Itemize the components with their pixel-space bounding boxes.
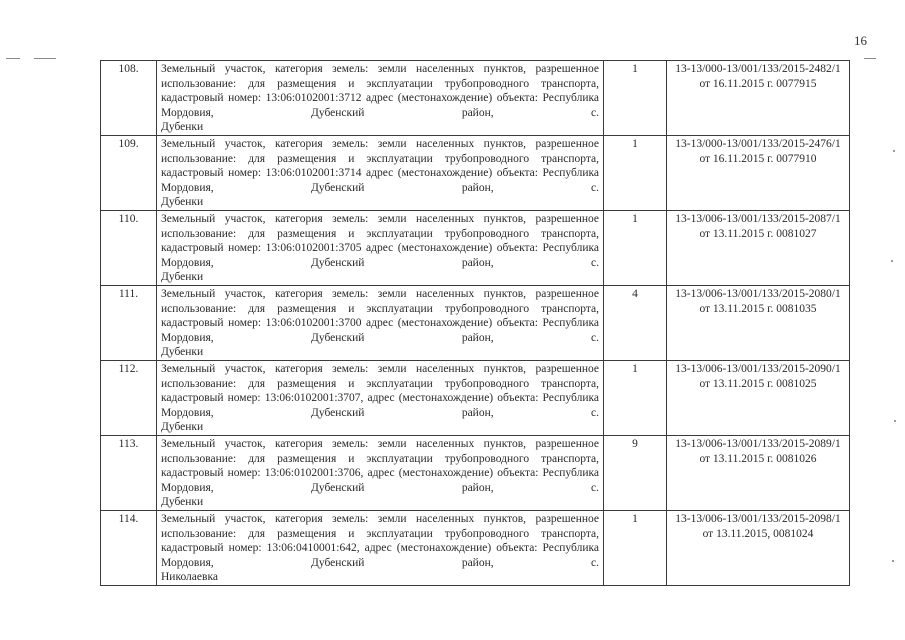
table-row bbox=[101, 61, 850, 136]
table-row bbox=[101, 360, 850, 435]
row-number: 112. bbox=[101, 360, 157, 435]
table-row bbox=[101, 285, 850, 360]
plot-locality: Николаевка bbox=[161, 571, 218, 584]
registration-record: 13-13/000-13/001/133/2015-2482/1 от 16.11.2015 г. 0077915 bbox=[667, 61, 850, 136]
plot-description-text: Земельный участок, категория земель: земли населенных пунктов, разрешенное использование: для размещения и эксплуатации трубопроводного транспорта, кадастровый номер: 13:06:0102001:3707, адрес (местонахождение) объекта: Республика Мордовия, Дубенский район, с. bbox=[161, 362, 599, 419]
scan-artifact bbox=[891, 260, 893, 262]
quantity-cell: 9 bbox=[604, 435, 667, 510]
row-number: 110. bbox=[101, 210, 157, 285]
plot-locality: Дубенки bbox=[161, 496, 204, 509]
table-row bbox=[101, 135, 850, 210]
table-row bbox=[101, 210, 850, 285]
plot-locality: Дубенки bbox=[161, 196, 204, 209]
scan-artifact bbox=[892, 560, 894, 562]
plot-description bbox=[157, 435, 604, 510]
scan-artifact bbox=[6, 58, 20, 59]
plot-locality: Дубенки bbox=[161, 271, 204, 284]
quantity-cell: 1 bbox=[604, 135, 667, 210]
quantity-cell: 1 bbox=[604, 360, 667, 435]
plot-locality: Дубенки bbox=[161, 121, 204, 134]
plot-description-text: Земельный участок, категория земель: земли населенных пунктов, разрешенное использование: для размещения и эксплуатации трубопроводного транспорта, кадастровый номер: 13:06:0102001:3706, адрес (местонахождение) объекта: Республика Мордовия, Дубенский район, с. bbox=[161, 437, 599, 494]
plot-description bbox=[157, 510, 604, 585]
row-number: 113. bbox=[101, 435, 157, 510]
plot-description bbox=[157, 135, 604, 210]
registration-record: 13-13/000-13/001/133/2015-2476/1 от 16.11.2015 г. 0077910 bbox=[667, 135, 850, 210]
row-number: 109. bbox=[101, 135, 157, 210]
row-number: 111. bbox=[101, 285, 157, 360]
registration-record: 13-13/006-13/001/133/2015-2080/1 от 13.11.2015 г. 0081035 bbox=[667, 285, 850, 360]
quantity-cell: 1 bbox=[604, 510, 667, 585]
plot-locality: Дубенки bbox=[161, 346, 204, 359]
table-body bbox=[101, 61, 850, 586]
registration-record: 13-13/006-13/001/133/2015-2090/1 от 13.11.2015 г. 0081025 bbox=[667, 360, 850, 435]
plot-description-text: Земельный участок, категория земель: земли населенных пунктов, разрешенное использование: для размещения и эксплуатации трубопроводного транспорта, кадастровый номер: 13:06:0102001:3705 адрес (местонахождение) объекта: Республика Мордовия, Дубенский район, с. bbox=[161, 212, 599, 269]
row-number: 114. bbox=[101, 510, 157, 585]
quantity-cell: 1 bbox=[604, 61, 667, 136]
row-number: 108. bbox=[101, 61, 157, 136]
plot-description-text: Земельный участок, категория земель: земли населенных пунктов, разрешенное использование: для размещения и эксплуатации трубопроводного транспорта, кадастровый номер: 13:06:0102001:3700 адрес (местонахождение) объекта: Республика Мордовия, Дубенский район, с. bbox=[161, 287, 599, 344]
plot-locality: Дубенки bbox=[161, 421, 204, 434]
plot-description-text: Земельный участок, категория земель: земли населенных пунктов, разрешенное использование: для размещения и эксплуатации трубопроводного транспорта, кадастровый номер: 13:06:0102001:3714 адрес (местонахождение) объекта: Республика Мордовия, Дубенский район, с. bbox=[161, 137, 599, 194]
scan-artifact bbox=[864, 58, 876, 59]
quantity-cell: 1 bbox=[604, 210, 667, 285]
table-row bbox=[101, 435, 850, 510]
scan-artifact bbox=[34, 58, 56, 59]
page-number: 16 bbox=[854, 33, 867, 48]
table-row bbox=[101, 510, 850, 585]
scan-artifact bbox=[893, 150, 895, 152]
scan-artifact bbox=[894, 420, 896, 422]
registration-record: 13-13/006-13/001/133/2015-2087/1 от 13.11.2015 г. 0081027 bbox=[667, 210, 850, 285]
quantity-cell: 4 bbox=[604, 285, 667, 360]
registration-record: 13-13/006-13/001/133/2015-2098/1 от 13.11.2015, 0081024 bbox=[667, 510, 850, 585]
land-plots-table bbox=[100, 60, 850, 586]
plot-description bbox=[157, 360, 604, 435]
plot-description-text: Земельный участок, категория земель: земли населенных пунктов, разрешенное использование: для размещения и эксплуатации трубопроводного транспорта, кадастровый номер: 13:06:0102001:3712 адрес (местонахождение) объекта: Республика Мордовия, Дубенский район, с. bbox=[161, 63, 599, 119]
plot-description-text: Земельный участок, категория земель: земли населенных пунктов, разрешенное использование: для размещения и эксплуатации трубопроводного транспорта, кадастровый номер: 13:06:0410001:642, адрес (местонахождение) объекта: Республика Мордовия, Дубенский район, с. bbox=[161, 512, 599, 569]
plot-description bbox=[157, 285, 604, 360]
plot-description bbox=[157, 61, 604, 136]
registration-record: 13-13/006-13/001/133/2015-2089/1 от 13.11.2015 г. 0081026 bbox=[667, 435, 850, 510]
plot-description bbox=[157, 210, 604, 285]
